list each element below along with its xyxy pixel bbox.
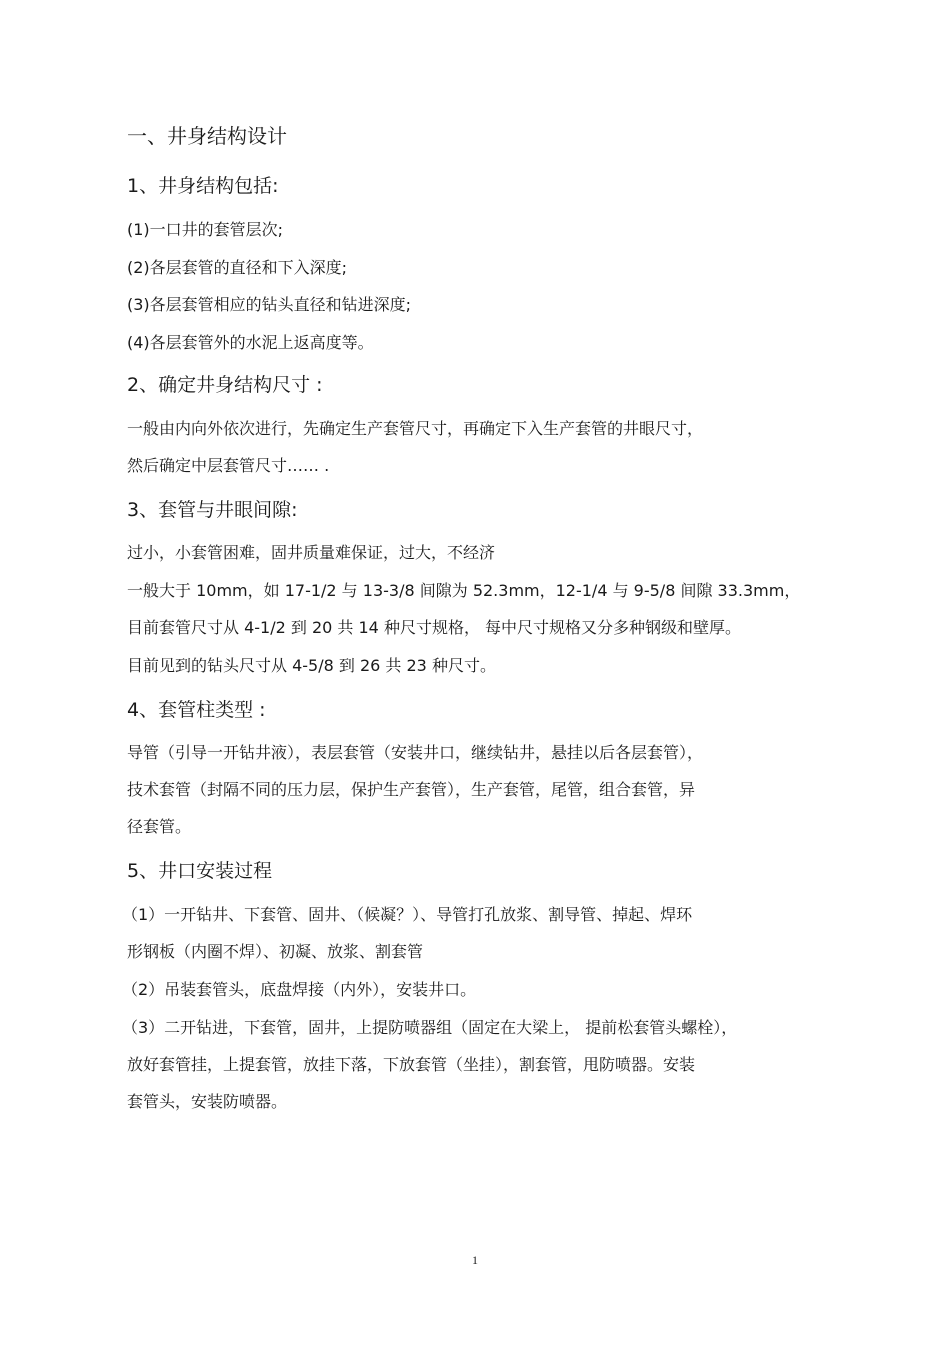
page-number: 1	[472, 1253, 478, 1267]
section-5-line-2: 形钢板（内圈不焊）、初凝、放浆、割套管	[127, 942, 424, 961]
document-title: 一、井身结构设计	[127, 124, 287, 148]
section-5-line-6: 套管头，安装防喷器。	[127, 1092, 288, 1111]
section-5-line-1: （1）一开钻井、下套管、固井、（候凝？）、导管打孔放浆、割导管、掉起、焊环	[122, 905, 693, 924]
section-4-heading: 4、套管柱类型 :	[127, 699, 266, 721]
section-4-line-2: 技术套管（封隔不同的压力层，保护生产套管），生产套管，尾管，组合套管，异	[127, 780, 696, 799]
section-3-heading: 3、套管与井眼间隙:	[127, 499, 298, 521]
section-1-line-4: (4)各层套管外的水泥上返高度等。	[127, 333, 374, 352]
section-2-heading: 2、确定井身结构尺寸 :	[127, 374, 323, 396]
section-3-line-1: 过小，小套管困难，固井质量难保证，过大，不经济	[127, 543, 496, 562]
section-4-line-1: 导管（引导一开钻井液），表层套管（安装井口，继续钻井，悬挂以后各层套管），	[127, 743, 704, 762]
section-5-heading: 5、井口安装过程	[127, 860, 273, 882]
section-2-line-1: 一般由内向外依次进行，先确定生产套管尺寸，再确定下入生产套管的井眼尺寸，	[127, 419, 704, 438]
section-3-line-3: 目前套管尺寸从 4-1/2 到 20 共 14 种尺寸规格， 每中尺寸规格又分多种钢级和壁厚。	[127, 618, 742, 637]
section-5-line-4: （3）二开钻进，下套管，固井，上提防喷器组（固定在大梁上， 提前松套管头螺栓），	[122, 1018, 738, 1037]
section-5-line-3: （2）吊装套管头，底盘焊接（内外），安装井口。	[122, 980, 477, 999]
section-3-line-2: 一般大于 10mm，如 17-1/2 与 13-3/8 间隙为 52.3mm，12-1/4 与 9-5/8 间隙 33.3mm，	[127, 581, 801, 600]
section-1-line-2: (2)各层套管的直径和下入深度;	[127, 258, 348, 277]
section-1-heading: 1、井身结构包括:	[127, 175, 279, 197]
section-5-line-5: 放好套管挂，上提套管，放挂下落，下放套管（坐挂），割套管，甩防喷器。安装	[127, 1055, 696, 1074]
section-1-line-1: (1)一口井的套管层次;	[127, 220, 284, 239]
section-1-line-3: (3)各层套管相应的钻头直径和钻进深度;	[127, 295, 412, 314]
section-2-line-2: 然后确定中层套管尺寸…… .	[127, 456, 330, 475]
section-4-line-3: 径套管。	[127, 817, 192, 836]
section-3-line-4: 目前见到的钻头尺寸从 4-5/8 到 26 共 23 种尺寸。	[127, 656, 496, 675]
